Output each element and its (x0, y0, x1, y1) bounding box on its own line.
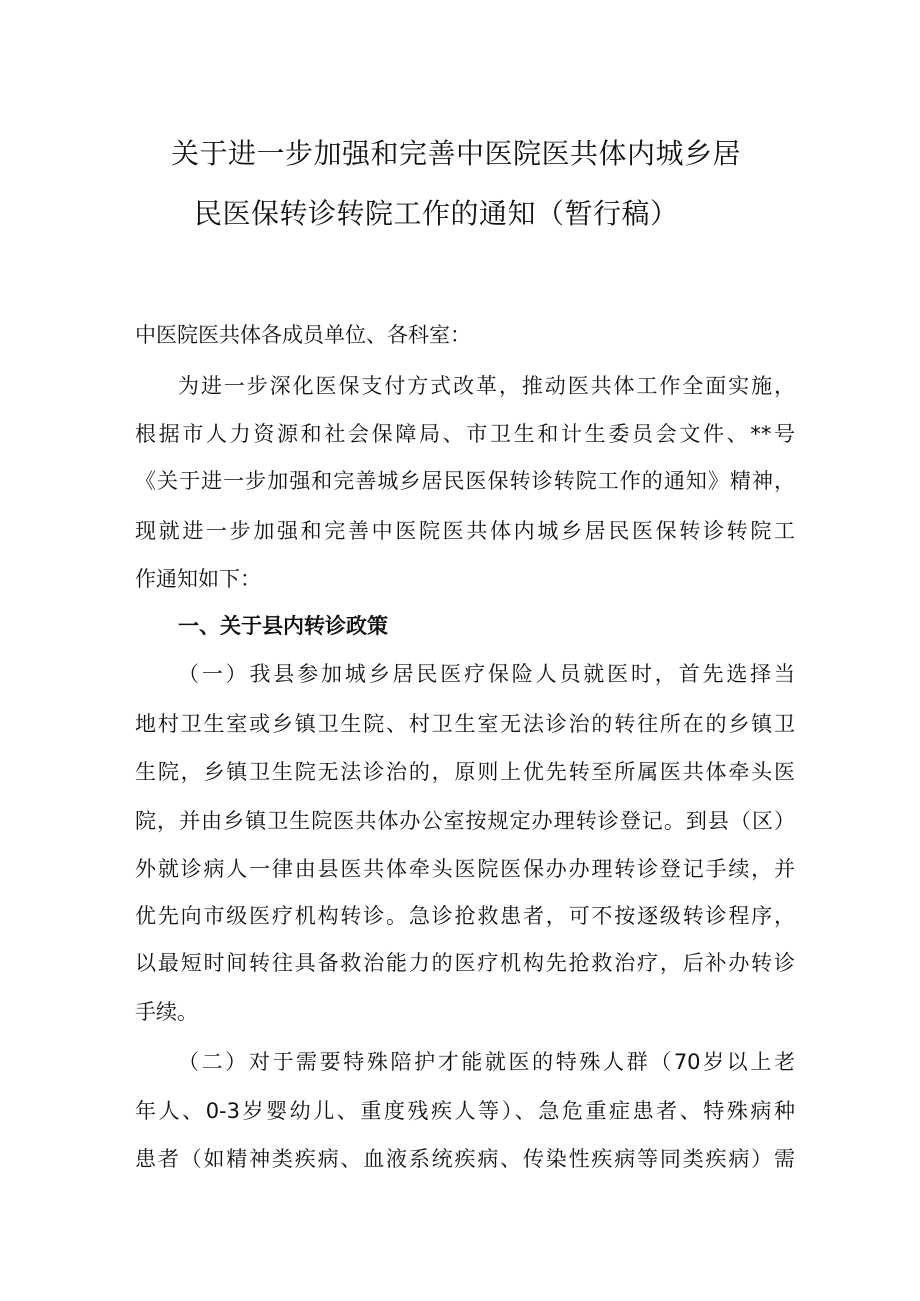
para1-line-8: 手续。 (135, 1000, 198, 1024)
intro-line-5: 作通知如下： (135, 567, 261, 591)
para1-line-6: 优先向市级医疗机构转诊。急诊抢救患者，可不按逐级转诊程序， (135, 904, 795, 928)
para1-line-4: 院，并由乡镇卫生院医共体办公室按规定办理转诊登记。到县（区） (135, 809, 795, 833)
para1-line-1: （一）我县参加城乡居民医疗保险人员就医时，首先选择当 (178, 662, 795, 686)
intro-line-2: 根据市人力资源和社会保障局、市卫生和计生委员会文件、**号 (135, 422, 795, 446)
intro-line-1: 为进一步深化医保支付方式改革，推动医共体工作全面实施， (178, 374, 795, 398)
para1-line-2: 地村卫生室或乡镇卫生院、村卫生室无法诊治的转往所在的乡镇卫 (135, 712, 795, 736)
para1-line-5: 外就诊病人一律由县医共体牵头医院医保办办理转诊登记手续，并 (135, 857, 795, 881)
para1-line-3: 生院，乡镇卫生院无法诊治的，原则上优先转至所属医共体牵头医 (135, 760, 795, 784)
para2-line-1: （二）对于需要特殊陪护才能就医的特殊人群（70岁以上老 (178, 1050, 795, 1074)
document-title-line-2: 民医保转诊转院工作的通知（暂行稿） (194, 197, 679, 230)
intro-line-4: 现就进一步加强和完善中医院医共体内城乡居民医保转诊转院工 (135, 519, 795, 543)
para2-line-3: 患者（如精神类疾病、血液系统疾病、传染性疾病等同类疾病）需 (135, 1147, 795, 1171)
section-1-heading: 一、关于县内转诊政策 (178, 614, 388, 638)
para1-line-7: 以最短时间转往具备救治能力的医疗机构先抢救治疗，后补办转诊 (135, 951, 795, 975)
document-title-line-1: 关于进一步加强和完善中医院医共体内城乡居 (171, 137, 742, 170)
salutation: 中医院医共体各成员单位、各科室： (135, 323, 471, 347)
intro-line-3: 《关于进一步加强和完善城乡居民医保转诊转院工作的通知》精神， (135, 469, 795, 493)
para2-line-2: 年人、0-3岁婴幼儿、重度残疾人等）、急危重症患者、特殊病种 (135, 1099, 795, 1123)
